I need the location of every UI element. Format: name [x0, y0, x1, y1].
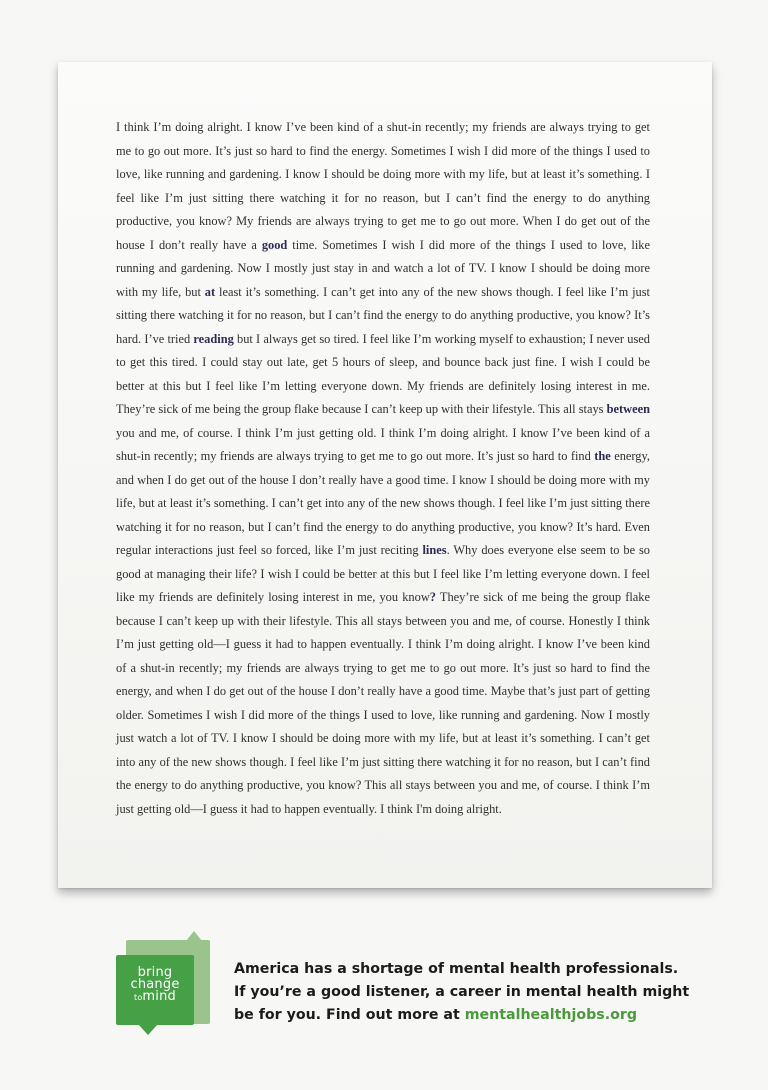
logo-word-to-mind [116, 991, 194, 1003]
logo-word-mind: mind [142, 989, 176, 1004]
ad-tagline [234, 958, 704, 1027]
hidden-word-the: the [594, 449, 611, 463]
tagline-line-3 [234, 1004, 704, 1027]
logo-front-bubble-tail [138, 1024, 158, 1035]
tagline-line-3-text: be for you. Find out more at [234, 1007, 460, 1023]
logo-wordmark [116, 967, 194, 1003]
letter-text: but I always get so tired. I feel like I’m working myself to exhaustion; I never used to get this tired. I could stay out late, get 5 hours of sleep, and bounce back just fine. I wish I could be better at this but I feel like I’m letting everyone down. My friends are definitely losing interest in me. They’re sick of me being the group flake because I can’t keep up with their lifestyle. This all stays [116, 331, 650, 416]
website-link[interactable]: mentalhealthjobs.org [464, 1007, 637, 1023]
hidden-word-reading: reading [193, 331, 234, 346]
letter-text: you and me, of course. I think I’m just getting old. I think I’m doing alright. I know I’ve been kind of a shut-in recently; my friends are always trying to get me to go out more. It’s just so hard to find [116, 425, 650, 463]
letter-text: least it’s something. I can’t get into any of the new shows though. I feel like I’m just sitting there watching it for no reason, but I can’t find the energy to do anything productive, you know? It’s hard. I’ve tried [116, 284, 650, 346]
letter-body [116, 116, 650, 821]
tagline-line-1: America has a shortage of mental health professionals. [234, 961, 679, 977]
hidden-word-lines: lines [422, 543, 447, 557]
tagline-line-2: If you’re a good listener, a career in mental health might [234, 984, 690, 1000]
logo-word-bring: bring [137, 965, 173, 980]
hidden-question-mark: ? [429, 590, 436, 604]
letter-text: . Why does everyone else seem to be so good at managing their life? I wish I could be better at this but I feel like I’m letting everyone down. I feel like my friends are definitely losing interest in me, you know [116, 543, 650, 604]
letter-sheet [58, 62, 712, 888]
letter-text: I think I’m doing alright. I know I’ve been kind of a shut-in recently; my friends are always trying to get me to go out more. It’s just so hard to find the energy. Sometimes I wish I did more of the things I used to love, like running and gardening. I know I should be doing more with my life, but at least it’s something. I feel like I’m just sitting there watching it for no reason, but I can’t find the energy to do anything productive, you know? My friends are always trying to get me to go out more. When I do get out of the house I don’t really have a [116, 120, 650, 252]
hidden-word-between: between [606, 402, 650, 416]
hidden-word-at: at [204, 284, 216, 299]
letter-text: energy, and when I do get out of the house I don’t really have a good time. I know I should be doing more with my life, but at least it’s something. I can’t get into any of the new shows though. I feel like I’m just sitting there watching it for no reason, but I can’t find the energy to do anything productive, you know? It’s hard. Even regular interactions just feel so forced, like I’m just reciting [116, 449, 650, 557]
logo-word-to: to [133, 993, 143, 1002]
bring-change-to-mind-logo [116, 940, 212, 1036]
letter-text: They’re sick of me being the group flake because I can’t keep up with their lifestyle. This all stays between you and me, of course. Honestly I think I’m just getting old—I guess it had to happen eventually. I think I’m doing alright. I know I’ve been kind of a shut-in recently; my friends are always trying to get me to go out more. It’s just so hard to find the energy, and when I do get out of the house I don’t really have a good time. Maybe that’s just part of getting older. Sometimes I wish I did more of the things I used to love, like running and gardening. Now I mostly just watch a lot of TV. I know I should be doing more with my life, but at least it’s something. I can’t get into any of the new shows though. I feel like I’m just sitting there watching it for no reason, but I can’t find the energy to do anything productive, you know? This all stays between you and me, of course. I think I’m just getting old—I guess it had to happen eventually. I think I'm doing alright. [116, 590, 650, 816]
hidden-word-good: good [261, 237, 288, 252]
letter-text: time. Sometimes I wish I did more of the things I used to love, like running and gardening. Now I mostly just stay in and watch a lot of TV. I know I should be doing more with my life, but [116, 237, 651, 299]
logo-word-change: change [130, 977, 180, 992]
logo-back-bubble-tail [186, 931, 202, 941]
